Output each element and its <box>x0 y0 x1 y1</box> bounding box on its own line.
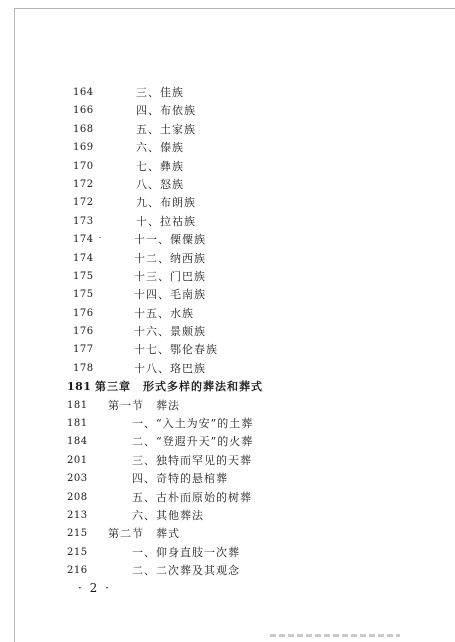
toc-entry <box>0 268 455 286</box>
toc-title: 一、仰身直肢一次葬 <box>132 545 240 559</box>
toc-section-heading <box>0 397 455 415</box>
toc-chapter-title: 第三章 形式多样的葬法和葬式 <box>95 380 263 394</box>
toc-page-number: 174 <box>73 234 94 246</box>
scan-speck <box>99 237 101 238</box>
toc-page-number: 175 <box>73 289 94 301</box>
toc-page-number: 174 <box>73 252 94 264</box>
toc-entry <box>0 562 455 580</box>
toc-title: 十二、纳西族 <box>134 251 206 265</box>
toc-title: 二、二次葬及其观念 <box>132 564 240 578</box>
toc-entry <box>0 158 455 176</box>
toc-entry <box>0 139 455 157</box>
toc-chapter-heading <box>0 378 455 396</box>
toc-title: 十一、傈僳族 <box>134 233 206 247</box>
toc-title: 九、布朗族 <box>136 196 196 210</box>
scan-smudge <box>270 634 400 637</box>
toc-title: 六、傣族 <box>136 141 184 155</box>
toc-page-number: 201 <box>67 454 88 466</box>
toc-title: 四、奇特的悬棺葬 <box>132 472 228 486</box>
toc-page-number: 176 <box>73 326 94 338</box>
toc-title: 四、布依族 <box>136 104 196 118</box>
toc-entry <box>0 341 455 359</box>
toc-title: 三、独特而罕见的天葬 <box>132 453 252 467</box>
toc-entry <box>0 433 455 451</box>
toc-title: 十三、门巴族 <box>134 269 206 283</box>
toc-entry <box>0 231 455 249</box>
toc-entry <box>0 305 455 323</box>
toc-entry <box>0 452 455 470</box>
toc-title: 二、“登遐升天”的火葬 <box>132 435 254 449</box>
toc-section-heading <box>0 525 455 543</box>
table-of-contents <box>0 84 455 581</box>
toc-entry <box>0 286 455 304</box>
toc-title: 十八、珞巴族 <box>134 361 206 375</box>
toc-title: 十六、景颇族 <box>134 325 206 339</box>
toc-page-number: 181 <box>67 399 88 411</box>
toc-title: 六、其他葬法 <box>132 508 204 522</box>
toc-page-number: 216 <box>67 565 88 577</box>
toc-page-number: 166 <box>73 105 94 117</box>
toc-page-number: 178 <box>73 362 94 374</box>
toc-entry <box>0 470 455 488</box>
toc-title: 五、土家族 <box>136 122 196 136</box>
toc-page-number: 181 <box>67 418 88 430</box>
toc-title: 十五、水族 <box>134 306 194 320</box>
toc-entry <box>0 507 455 525</box>
toc-page-number: 181 <box>67 380 92 394</box>
page-number: · 2 · <box>78 581 111 595</box>
toc-entry <box>0 84 455 102</box>
toc-entry <box>0 323 455 341</box>
toc-page-number: 173 <box>73 215 94 227</box>
toc-title: 八、怒族 <box>136 177 184 191</box>
toc-entry <box>0 415 455 433</box>
toc-section-title: 第一节 葬法 <box>108 398 180 412</box>
toc-page-number: 213 <box>67 509 88 521</box>
toc-page-number: 175 <box>73 270 94 282</box>
toc-page-number: 177 <box>73 344 94 356</box>
toc-page-number: 168 <box>73 123 94 135</box>
toc-entry <box>0 360 455 378</box>
toc-title: 十、拉祜族 <box>136 214 196 228</box>
toc-page-number: 164 <box>73 87 94 98</box>
toc-entry <box>0 121 455 139</box>
toc-entry <box>0 250 455 268</box>
toc-title: 七、彝族 <box>136 159 184 173</box>
toc-page-number: 184 <box>67 436 88 448</box>
toc-page-number: 176 <box>73 307 94 319</box>
toc-title: 十七、鄂伦春族 <box>134 343 218 357</box>
toc-title: 三、佳族 <box>136 86 184 99</box>
page-border-top <box>14 8 455 9</box>
toc-page-number: 172 <box>73 178 94 190</box>
toc-page-number: 169 <box>73 142 94 154</box>
toc-entry <box>0 213 455 231</box>
toc-title: 一、“入土为安”的土葬 <box>132 417 254 431</box>
toc-entry <box>0 544 455 562</box>
toc-entry <box>0 102 455 120</box>
toc-entry <box>0 176 455 194</box>
toc-title: 五、古朴而原始的树葬 <box>132 490 252 504</box>
toc-page-number: 208 <box>67 491 88 503</box>
toc-page-number: 203 <box>67 473 88 485</box>
toc-page-number: 172 <box>73 197 94 209</box>
toc-section-title: 第二节 葬式 <box>108 527 180 541</box>
toc-page-number: 170 <box>73 160 94 172</box>
toc-entry <box>0 194 455 212</box>
toc-page-number: 215 <box>67 528 88 540</box>
toc-title: 十四、毛南族 <box>134 288 206 302</box>
toc-entry <box>0 489 455 507</box>
toc-page-number: 215 <box>67 546 88 558</box>
